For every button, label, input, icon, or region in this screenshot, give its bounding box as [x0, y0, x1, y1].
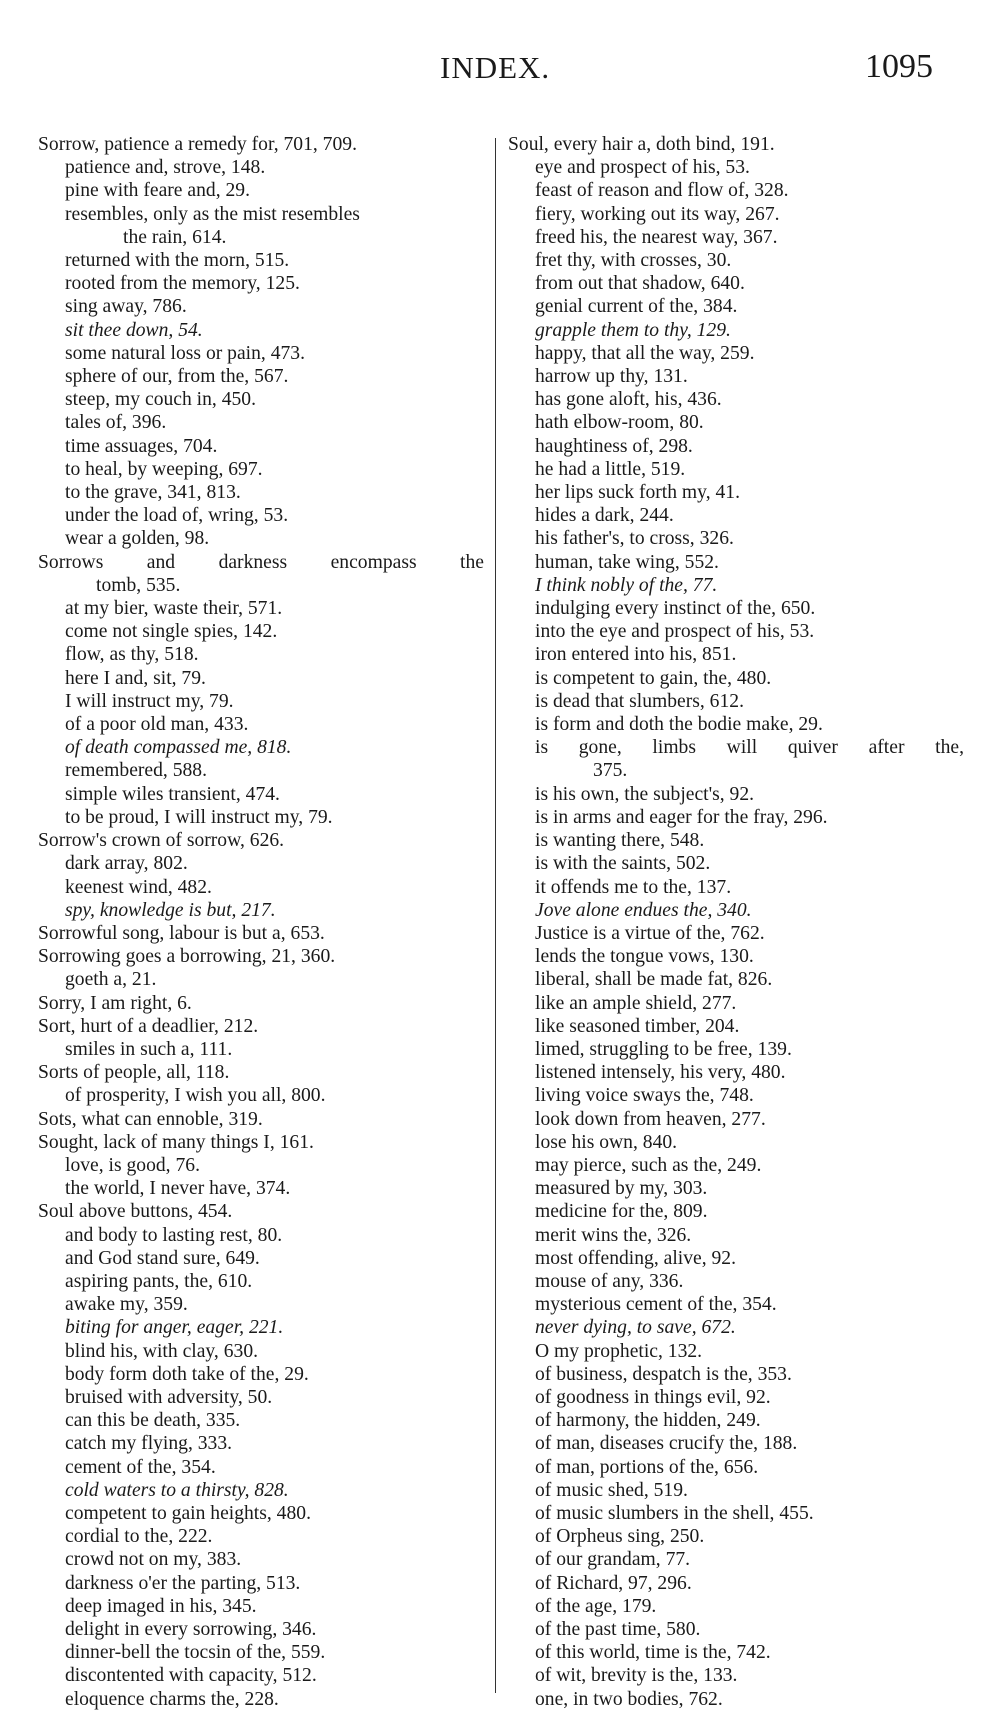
- index-entry-text: is his own, the subject's, 92.: [535, 783, 755, 805]
- index-entry-sub: [38, 1525, 484, 1548]
- index-entry-text: goeth a, 21.: [65, 969, 157, 991]
- index-entry-sub: [508, 1641, 964, 1664]
- index-entry-continuation: the rain, 614.: [123, 226, 227, 248]
- index-entry-sub: [508, 342, 964, 365]
- index-entry-text: dinner-bell the tocsin of the, 559.: [65, 1642, 326, 1664]
- index-entry-text: love, is good, 76.: [65, 1154, 200, 1176]
- index-entry-text: of our grandam, 77.: [535, 1549, 691, 1571]
- index-entry-sub: [508, 1548, 964, 1571]
- index-entry-sub: [508, 945, 964, 968]
- index-entry-text: into the eye and prospect of his, 53.: [535, 621, 815, 643]
- index-entry-sub: [508, 968, 964, 991]
- index-entry-sub: [38, 1502, 484, 1525]
- index-entry-text: human, take wing, 552.: [535, 551, 719, 573]
- index-entry-text: at my bier, waste their, 571.: [65, 598, 283, 620]
- index-entry-sub: [38, 713, 484, 736]
- index-entry-sub: [38, 643, 484, 666]
- index-entry-sub: [38, 1618, 484, 1641]
- index-entry-main: [38, 992, 484, 1015]
- index-entry-sub: [508, 365, 964, 388]
- index-entry-sub: [38, 527, 484, 550]
- index-entry-sub: [508, 249, 964, 272]
- index-entry-text: is competent to gain, the, 480.: [535, 667, 772, 689]
- index-entry-sub: [38, 1456, 484, 1479]
- index-entry-text: flow, as thy, 518.: [65, 644, 199, 666]
- index-entry-sub: [38, 179, 484, 202]
- index-entry-text: freed his, the nearest way, 367.: [535, 226, 778, 248]
- index-entry-text: Jove alone endues the, 340.: [535, 899, 752, 921]
- index-entry-sub: [508, 736, 964, 782]
- index-entry-text: fiery, working out its way, 267.: [535, 203, 780, 225]
- index-entry-text: is in arms and eager for the fray, 296.: [535, 806, 828, 828]
- index-entry-sub: [508, 922, 964, 945]
- index-entry-text: aspiring pants, the, 610.: [65, 1270, 253, 1292]
- index-entry-text: measured by my, 303.: [535, 1178, 708, 1200]
- index-entry-text: Sorrow's crown of sorrow, 626.: [38, 830, 285, 852]
- index-entry-sub: [508, 481, 964, 504]
- index-entry-text: can this be death, 335.: [65, 1410, 241, 1432]
- index-entry-text: to heal, by weeping, 697.: [65, 458, 263, 480]
- index-entry-text: I will instruct my, 79.: [65, 690, 234, 712]
- index-entry-text: Sorrows and darkness encompass the: [38, 551, 484, 573]
- index-entry-text: resembles, only as the mist resembles: [65, 203, 360, 225]
- index-entry-sub: [508, 388, 964, 411]
- index-entry-text: wear a golden, 98.: [65, 528, 210, 550]
- index-entry-sub: [38, 1224, 484, 1247]
- index-entry-sub: [508, 992, 964, 1015]
- page-header: [0, 50, 1000, 94]
- index-entry-text: his father's, to cross, 326.: [535, 528, 734, 550]
- page-title: INDEX.: [440, 50, 551, 85]
- index-entry-text: is wanting there, 548.: [535, 830, 705, 852]
- index-entry-text: fret thy, with crosses, 30.: [535, 250, 732, 272]
- index-entry-text: of goodness in things evil, 92.: [535, 1386, 771, 1408]
- index-entry-sub: [508, 1664, 964, 1687]
- index-entry-sub: [508, 1200, 964, 1223]
- index-entry-text: pine with feare and, 29.: [65, 180, 250, 202]
- index-entry-sub: [508, 458, 964, 481]
- index-entry-text: harrow up thy, 131.: [535, 366, 688, 388]
- index-entry-sub: [38, 597, 484, 620]
- index-entry-text: competent to gain heights, 480.: [65, 1502, 311, 1524]
- index-entry-sub: [38, 388, 484, 411]
- index-entry-text: darkness o'er the parting, 513.: [65, 1572, 301, 1594]
- index-entry-text: to the grave, 341, 813.: [65, 482, 241, 504]
- index-entry-sub: [508, 1224, 964, 1247]
- index-entry-text: crowd not on my, 383.: [65, 1549, 242, 1571]
- index-entry-sub: [508, 1038, 964, 1061]
- index-entry-text: feast of reason and flow of, 328.: [535, 180, 789, 202]
- index-entry-sub: [508, 1386, 964, 1409]
- index-entry-text: Soul, every hair a, doth bind, 191.: [508, 134, 775, 155]
- index-entry-sub: [508, 1154, 964, 1177]
- index-entry-text: merit wins the, 326.: [535, 1224, 692, 1246]
- index-entry-sub: [508, 1270, 964, 1293]
- index-entry-text: genial current of the, 384.: [535, 296, 738, 318]
- index-entry-sub: [508, 226, 964, 249]
- index-entry-sub: [508, 783, 964, 806]
- index-entry-sub: [38, 1409, 484, 1432]
- index-entry-sub: [508, 713, 964, 736]
- index-entry-sub: [38, 759, 484, 782]
- index-entry-text: medicine for the, 809.: [535, 1201, 708, 1223]
- index-entry-text: haughtiness of, 298.: [535, 435, 693, 457]
- index-entry-sub: [38, 1340, 484, 1363]
- index-entry-text: rooted from the memory, 125.: [65, 273, 300, 295]
- index-entry-sub: [38, 156, 484, 179]
- index-entry-sub: [508, 1479, 964, 1502]
- index-entry-sub: [508, 1363, 964, 1386]
- index-entry-sub: [508, 1432, 964, 1455]
- index-entry-text: is form and doth the bodie make, 29.: [535, 714, 823, 736]
- index-entry-sub: [38, 411, 484, 434]
- index-entry-text: of business, despatch is the, 353.: [535, 1363, 792, 1385]
- index-entry-text: Justice is a virtue of the, 762.: [535, 922, 765, 944]
- index-entry-sub: [38, 504, 484, 527]
- index-entry-text: remembered, 588.: [65, 760, 207, 782]
- index-entry-text: simple wiles transient, 474.: [65, 783, 280, 805]
- index-entry-sub: [38, 667, 484, 690]
- index-entry-text: never dying, to save, 672.: [535, 1317, 736, 1339]
- index-entry-sub: [38, 1595, 484, 1618]
- index-entry-sub: [508, 1131, 964, 1154]
- index-entry-sub: [508, 435, 964, 458]
- index-entry-text: hides a dark, 244.: [535, 505, 674, 527]
- index-entry-text: discontented with capacity, 512.: [65, 1665, 317, 1687]
- index-entry-sub: [508, 806, 964, 829]
- index-entry-sub: [38, 1038, 484, 1061]
- index-entry-text: steep, my couch in, 450.: [65, 389, 257, 411]
- index-entry-sub: [38, 1572, 484, 1595]
- index-entry-text: sphere of our, from the, 567.: [65, 366, 289, 388]
- index-entry-sub: [508, 1618, 964, 1641]
- index-entry-text: cordial to the, 222.: [65, 1526, 213, 1548]
- index-entry-sub: [508, 1595, 964, 1618]
- index-entry-sub: [38, 1479, 484, 1502]
- index-entry-sub: [508, 1084, 964, 1107]
- index-entry-sub: [508, 829, 964, 852]
- index-entry-sub: [38, 806, 484, 829]
- index-entry-main: [38, 1108, 484, 1131]
- index-entry-text: limed, struggling to be free, 139.: [535, 1038, 792, 1060]
- index-entry-text: Sort, hurt of a deadlier, 212.: [38, 1015, 259, 1037]
- index-entry-text: bruised with adversity, 50.: [65, 1386, 273, 1408]
- index-entry-sub: [508, 1015, 964, 1038]
- index-entry-text: blind his, with clay, 630.: [65, 1340, 259, 1362]
- index-entry-sub: [508, 1340, 964, 1363]
- index-entry-text: eye and prospect of his, 53.: [535, 157, 750, 179]
- index-entry-text: dark array, 802.: [65, 853, 188, 875]
- index-entry-sub: [38, 1641, 484, 1664]
- index-entry-text: Sought, lack of many things I, 161.: [38, 1131, 314, 1153]
- index-entry-sub: [38, 1270, 484, 1293]
- index-entry-text: grapple them to thy, 129.: [535, 319, 731, 341]
- index-entry-sub: [508, 527, 964, 550]
- index-entry-sub: [38, 1688, 484, 1711]
- index-entry-sub: [508, 1177, 964, 1200]
- index-entry-sub: [508, 1247, 964, 1270]
- index-entry-text: of this world, time is the, 742.: [535, 1642, 771, 1664]
- index-entry-sub: [38, 1386, 484, 1409]
- index-entry-continuation: 375.: [593, 760, 628, 782]
- index-entry-text: of man, portions of the, 656.: [535, 1456, 759, 1478]
- index-entry-main: [38, 1131, 484, 1154]
- index-entry-sub: [38, 1293, 484, 1316]
- index-entry-sub: [508, 852, 964, 875]
- index-entry-text: sit thee down, 54.: [65, 319, 203, 341]
- index-entry-sub: [508, 319, 964, 342]
- index-column-left: [38, 133, 484, 1711]
- index-entry-main: [38, 133, 484, 156]
- index-entry-text: most offending, alive, 92.: [535, 1247, 736, 1269]
- page-number: 1095: [865, 48, 933, 85]
- index-entry-text: one, in two bodies, 762.: [535, 1688, 723, 1710]
- index-entry-text: spy, knowledge is but, 217.: [65, 899, 276, 921]
- index-entry-text: here I and, sit, 79.: [65, 667, 206, 689]
- index-entry-sub: [508, 295, 964, 318]
- index-entry-text: lends the tongue vows, 130.: [535, 946, 754, 968]
- index-entry-text: time assuages, 704.: [65, 435, 218, 457]
- index-entry-text: Sorrowful song, labour is but a, 653.: [38, 922, 325, 944]
- index-entry-sub: [508, 643, 964, 666]
- index-entry-sub: [508, 156, 964, 179]
- index-entry-sub: [38, 342, 484, 365]
- index-entry-sub: [508, 551, 964, 574]
- index-entry-sub: [508, 1688, 964, 1711]
- index-entry-text: come not single spies, 142.: [65, 621, 278, 643]
- index-entry-sub: [38, 272, 484, 295]
- index-entry-sub: [38, 852, 484, 875]
- index-column-right: [508, 133, 964, 1711]
- index-entry-sub: [38, 365, 484, 388]
- index-entry-text: iron entered into his, 851.: [535, 644, 737, 666]
- index-entry-sub: [508, 272, 964, 295]
- index-entry-main: [38, 1200, 484, 1223]
- index-entry-sub: [38, 968, 484, 991]
- index-entry-sub: [508, 1409, 964, 1432]
- index-entry-text: Sorrowing goes a borrowing, 21, 360.: [38, 946, 336, 968]
- index-entry-text: keenest wind, 482.: [65, 876, 212, 898]
- index-entry-text: her lips suck forth my, 41.: [535, 482, 740, 504]
- index-entry-text: Sorrow, patience a remedy for, 701, 709.: [38, 134, 357, 155]
- index-entry-text: I think nobly of the, 77.: [535, 574, 718, 596]
- index-entry-text: delight in every sorrowing, 346.: [65, 1619, 317, 1640]
- index-entry-sub: [38, 203, 484, 249]
- index-entry-text: deep imaged in his, 345.: [65, 1595, 257, 1617]
- index-entry-main: [38, 945, 484, 968]
- index-entry-main: [38, 1061, 484, 1084]
- index-entry-text: of wit, brevity is the, 133.: [535, 1665, 738, 1687]
- index-entry-text: O my prophetic, 132.: [535, 1340, 703, 1362]
- index-entry-text: look down from heaven, 277.: [535, 1108, 766, 1130]
- index-entry-sub: [508, 1061, 964, 1084]
- index-entry-text: the world, I never have, 374.: [65, 1178, 291, 1200]
- index-entry-sub: [38, 481, 484, 504]
- index-entry-sub: [38, 1177, 484, 1200]
- index-entry-text: awake my, 359.: [65, 1294, 188, 1316]
- index-entry-sub: [38, 295, 484, 318]
- index-entry-text: biting for anger, eager, 221.: [65, 1317, 284, 1339]
- index-entry-sub: [508, 1293, 964, 1316]
- index-entry-text: of harmony, the hidden, 249.: [535, 1410, 761, 1432]
- index-entry-sub: [38, 1084, 484, 1107]
- index-entry-sub: [38, 1548, 484, 1571]
- index-entry-sub: [508, 667, 964, 690]
- index-entry-sub: [38, 736, 484, 759]
- index-entry-sub: [38, 620, 484, 643]
- index-entry-sub: [508, 1316, 964, 1339]
- index-entry-text: catch my flying, 333.: [65, 1433, 233, 1455]
- index-entry-text: mouse of any, 336.: [535, 1270, 684, 1292]
- index-entry-text: and body to lasting rest, 80.: [65, 1224, 283, 1246]
- index-entry-text: and God stand sure, 649.: [65, 1247, 260, 1269]
- index-entry-text: to be proud, I will instruct my, 79.: [65, 806, 333, 828]
- index-entry-text: hath elbow-room, 80.: [535, 412, 704, 434]
- index-entry-text: happy, that all the way, 259.: [535, 342, 755, 364]
- index-entry-text: of music shed, 519.: [535, 1479, 688, 1501]
- index-entry-text: has gone aloft, his, 436.: [535, 389, 722, 411]
- index-entry-sub: [38, 1363, 484, 1386]
- index-entry-text: Sorts of people, all, 118.: [38, 1062, 230, 1084]
- index-entry-text: of death compassed me, 818.: [65, 737, 292, 759]
- index-entry-text: of Orpheus sing, 250.: [535, 1526, 705, 1548]
- index-entry-sub: [508, 876, 964, 899]
- index-entry-text: under the load of, wring, 53.: [65, 505, 289, 527]
- index-entry-text: Sots, what can ennoble, 319.: [38, 1108, 263, 1130]
- index-entry-text: sing away, 786.: [65, 296, 187, 318]
- index-entry-text: he had a little, 519.: [535, 458, 686, 480]
- index-entry-text: is with the saints, 502.: [535, 853, 711, 875]
- index-entry-text: Sorry, I am right, 6.: [38, 992, 192, 1014]
- index-entry-sub: [38, 690, 484, 713]
- index-entry-sub: [508, 504, 964, 527]
- index-entry-text: mysterious cement of the, 354.: [535, 1294, 777, 1316]
- index-entry-sub: [508, 597, 964, 620]
- index-entry-text: is gone, limbs will quiver after the,: [535, 737, 964, 759]
- index-entry-main: [38, 1015, 484, 1038]
- index-entry-text: like seasoned timber, 204.: [535, 1015, 740, 1037]
- index-entry-text: cement of the, 354.: [65, 1456, 216, 1478]
- index-entry-sub: [508, 574, 964, 597]
- index-entry-sub: [508, 1456, 964, 1479]
- column-divider: [495, 138, 496, 1693]
- index-entry-sub: [508, 620, 964, 643]
- index-entry-sub: [38, 1664, 484, 1687]
- index-entry-sub: [508, 411, 964, 434]
- index-entry-sub: [508, 899, 964, 922]
- index-entry-text: of music slumbers in the shell, 455.: [535, 1502, 814, 1524]
- index-entry-text: it offends me to the, 137.: [535, 876, 732, 898]
- index-entry-sub: [38, 458, 484, 481]
- index-entry-sub: [38, 1154, 484, 1177]
- index-entry-text: returned with the morn, 515.: [65, 250, 290, 272]
- index-entry-text: like an ample shield, 277.: [535, 992, 737, 1014]
- index-entry-text: of a poor old man, 433.: [65, 714, 249, 736]
- index-entry-continuation: tomb, 535.: [96, 574, 181, 596]
- index-entry-text: is dead that slumbers, 612.: [535, 690, 744, 712]
- index-entry-text: of man, diseases crucify the, 188.: [535, 1433, 798, 1455]
- index-entry-sub: [38, 435, 484, 458]
- index-entry-text: listened intensely, his very, 480.: [535, 1062, 786, 1084]
- index-entry-sub: [508, 1572, 964, 1595]
- index-entry-text: from out that shadow, 640.: [535, 273, 745, 295]
- index-entry-sub: [508, 1108, 964, 1131]
- index-entry-main: [38, 829, 484, 852]
- index-entry-text: eloquence charms the, 228.: [65, 1688, 279, 1710]
- index-entry-main: [508, 133, 964, 156]
- index-entry-sub: [38, 1247, 484, 1270]
- index-entry-text: may pierce, such as the, 249.: [535, 1154, 762, 1176]
- index-entry-text: of the age, 179.: [535, 1595, 657, 1617]
- index-entry-text: smiles in such a, 111.: [65, 1038, 233, 1060]
- index-entry-sub: [38, 1316, 484, 1339]
- index-entry-text: Soul above buttons, 454.: [38, 1201, 233, 1223]
- index-entry-text: liberal, shall be made fat, 826.: [535, 969, 773, 991]
- index-entry-text: body form doth take of the, 29.: [65, 1363, 309, 1385]
- index-entry-text: some natural loss or pain, 473.: [65, 342, 305, 364]
- index-entry-sub: [38, 899, 484, 922]
- index-entry-text: of Richard, 97, 296.: [535, 1572, 692, 1594]
- index-entry-text: lose his own, 840.: [535, 1131, 678, 1153]
- index-entry-sub: [508, 179, 964, 202]
- index-entry-sub: [508, 1525, 964, 1548]
- index-entry-text: patience and, strove, 148.: [65, 157, 266, 179]
- index-entry-text: living voice sways the, 748.: [535, 1085, 754, 1107]
- index-entry-main: [38, 922, 484, 945]
- index-entry-text: cold waters to a thirsty, 828.: [65, 1479, 289, 1501]
- index-entry-text: tales of, 396.: [65, 412, 167, 434]
- index-entry-text: of prosperity, I wish you all, 800.: [65, 1085, 326, 1107]
- index-entry-sub: [38, 876, 484, 899]
- index-entry-sub: [38, 783, 484, 806]
- index-entry-main: [38, 551, 484, 597]
- index-entry-sub: [38, 1432, 484, 1455]
- index-entry-text: of the past time, 580.: [535, 1619, 701, 1640]
- index-entry-text: indulging every instinct of the, 650.: [535, 598, 816, 620]
- index-entry-sub: [38, 319, 484, 342]
- index-entry-sub: [508, 1502, 964, 1525]
- index-entry-sub: [508, 690, 964, 713]
- index-entry-sub: [38, 249, 484, 272]
- index-entry-sub: [508, 203, 964, 226]
